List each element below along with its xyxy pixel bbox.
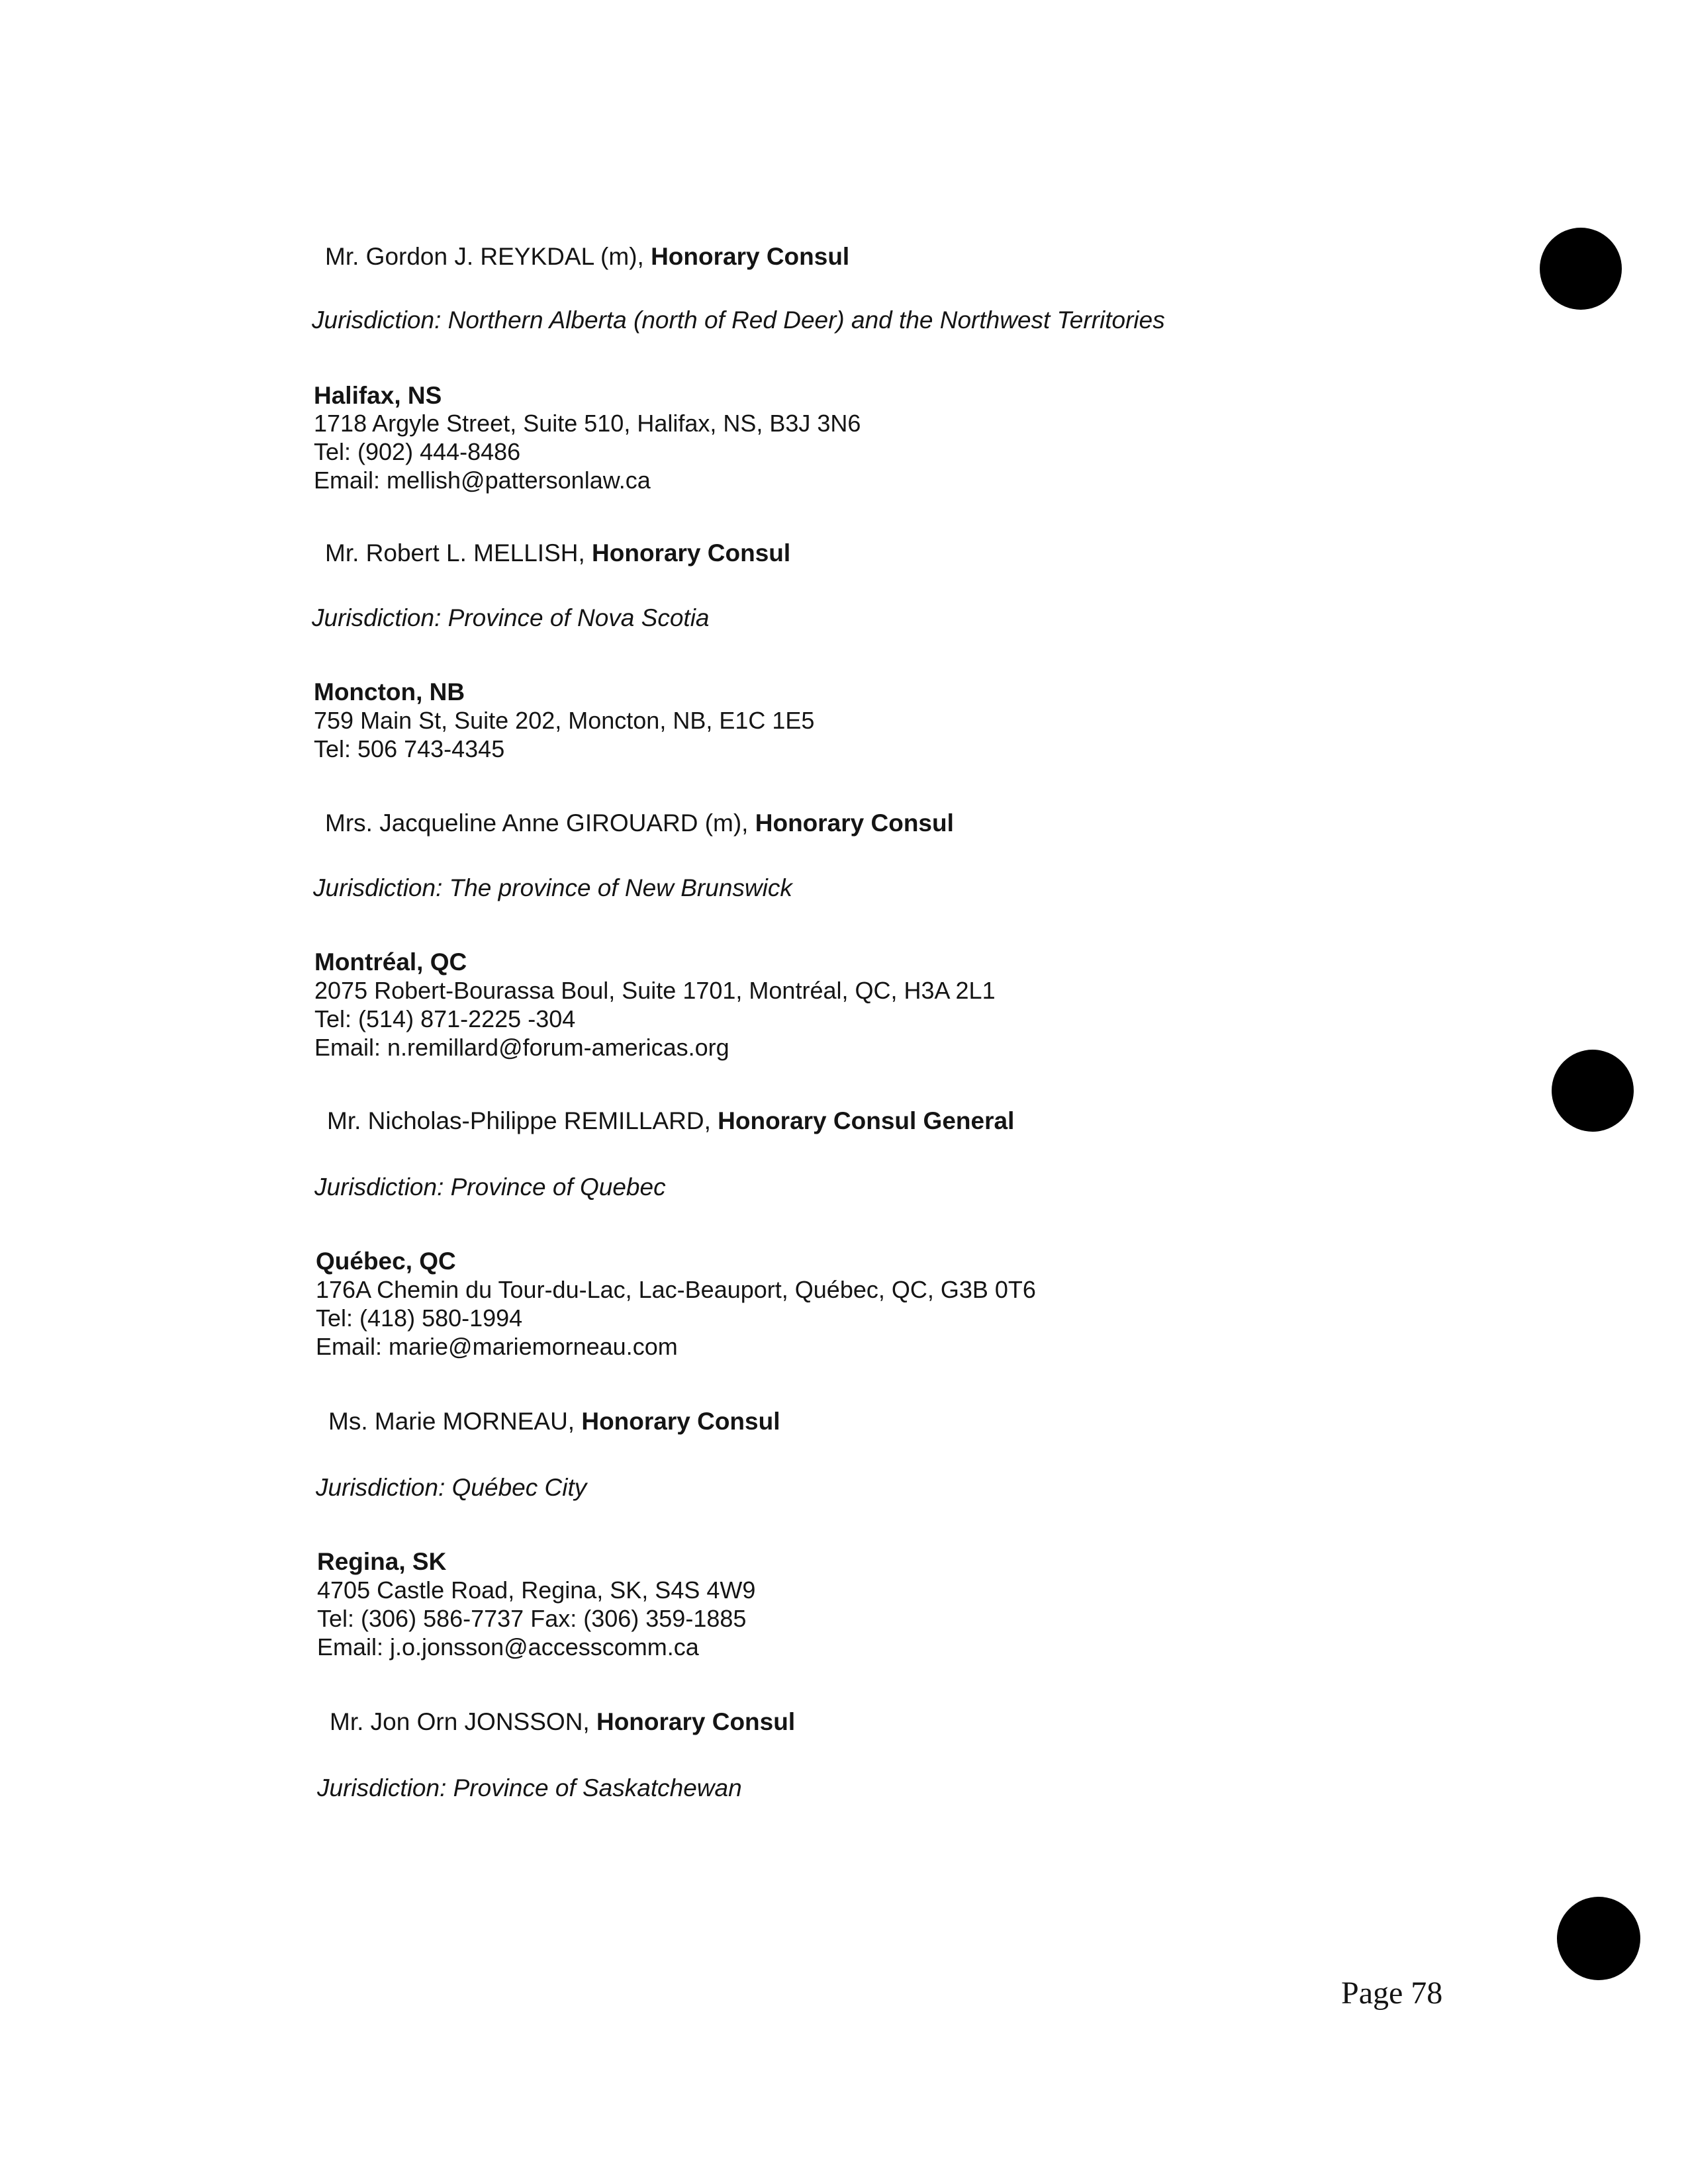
office-email: Email: j.o.jonsson@accesscomm.ca — [317, 1633, 699, 1661]
office-address: 2075 Robert-Bourassa Boul, Suite 1701, Montréal, QC, H3A 2L1 — [314, 977, 996, 1004]
office-city: Regina, SK — [317, 1548, 447, 1575]
consul-title: Honorary Consul — [755, 809, 954, 837]
consul-name: Mr. Jon Orn JONSSON, — [330, 1708, 596, 1735]
consul-name: Mrs. Jacqueline Anne GIROUARD (m), — [325, 809, 755, 837]
office-address: 176A Chemin du Tour-du-Lac, Lac-Beauport, Québec, QC, G3B 0T6 — [316, 1276, 1036, 1303]
punch-hole — [1552, 1050, 1634, 1132]
consul-title: Honorary Consul — [581, 1408, 780, 1435]
consul-name-line — [330, 1707, 795, 1737]
office-address: 759 Main St, Suite 202, Moncton, NB, E1C 1E5 — [314, 707, 815, 734]
jurisdiction: Jurisdiction: Province of Quebec — [314, 1173, 666, 1201]
consul-name: Mr. Robert L. MELLISH, — [325, 539, 592, 567]
office-email: Email: mellish@pattersonlaw.ca — [314, 467, 651, 494]
punch-hole — [1557, 1897, 1640, 1980]
office-phone: Tel: 506 743-4345 — [314, 735, 505, 762]
office-email: Email: marie@mariemorneau.com — [316, 1333, 678, 1360]
consul-name-line — [325, 539, 790, 568]
consul-name-line — [325, 242, 849, 271]
office-phone: Tel: (306) 586-7737 Fax: (306) 359-1885 — [317, 1605, 747, 1632]
jurisdiction: Jurisdiction: The province of New Brunswick — [313, 874, 792, 901]
consul-title: Honorary Consul — [596, 1708, 796, 1735]
consul-title: Honorary Consul — [651, 243, 850, 270]
office-city: Montréal, QC — [314, 948, 467, 976]
consul-name-line — [327, 1107, 1014, 1136]
office-city: Halifax, NS — [314, 382, 442, 409]
consul-name: Mr. Gordon J. REYKDAL (m), — [325, 243, 651, 270]
page-number: Page 78 — [1341, 1976, 1443, 2011]
jurisdiction: Jurisdiction: Québec City — [316, 1474, 587, 1501]
jurisdiction: Jurisdiction: Northern Alberta (north of Red Deer) and the Northwest Territories — [312, 306, 1165, 334]
office-phone: Tel: (902) 444-8486 — [314, 438, 521, 465]
punch-hole — [1540, 228, 1622, 310]
office-phone: Tel: (514) 871-2225 -304 — [314, 1005, 576, 1032]
office-city: Québec, QC — [316, 1248, 456, 1275]
consul-name: Ms. Marie MORNEAU, — [328, 1408, 582, 1435]
jurisdiction: Jurisdiction: Province of Saskatchewan — [317, 1774, 742, 1801]
consul-title: Honorary Consul — [592, 539, 791, 567]
office-address: 1718 Argyle Street, Suite 510, Halifax, NS, B3J 3N6 — [314, 410, 861, 437]
office-address: 4705 Castle Road, Regina, SK, S4S 4W9 — [317, 1576, 756, 1604]
consul-name-line — [325, 809, 954, 838]
consul-name-line — [328, 1407, 780, 1436]
consul-title: Honorary Consul General — [718, 1107, 1015, 1134]
office-city: Moncton, NB — [314, 678, 465, 705]
jurisdiction: Jurisdiction: Province of Nova Scotia — [312, 604, 710, 631]
office-email: Email: n.remillard@forum-americas.org — [314, 1034, 729, 1061]
consul-name: Mr. Nicholas-Philippe REMILLARD, — [327, 1107, 718, 1134]
office-phone: Tel: (418) 580-1994 — [316, 1304, 523, 1332]
